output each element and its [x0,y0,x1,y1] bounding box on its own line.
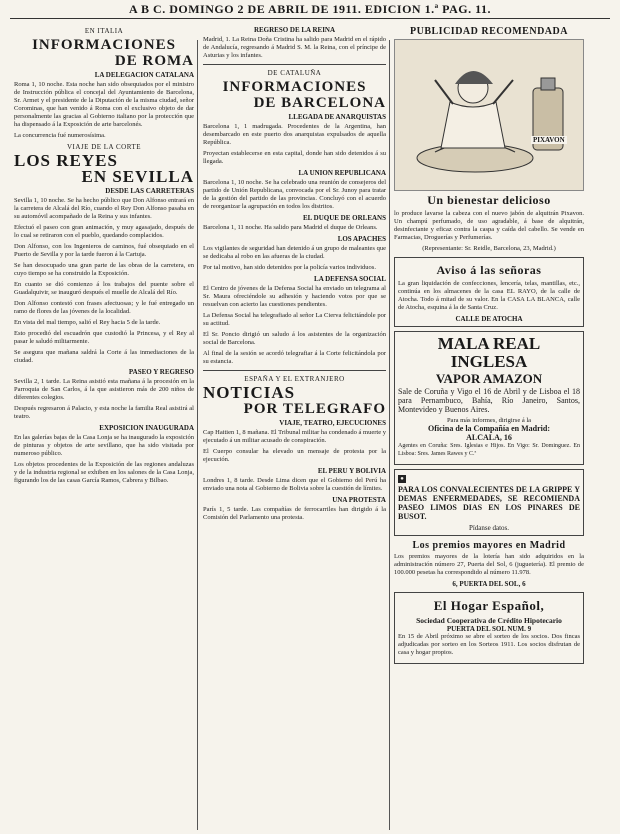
article-paragraph: Esto procedió del escuadrón que custodió la Princesa, y el Rey al pasar le saludó militarmente. [14,330,194,345]
subheading: DESDE LAS CARRETERAS [105,187,194,195]
section-label: DE CATALUÑA [267,69,322,77]
article-paragraph: En las galerías bajas de la Casa Lonja se ha inaugurado la exposición de pinturas y objetos de arte sevillano, que ha sido visitada por numeroso público. [14,434,194,457]
article-paragraph: Sevilla 2, 1 tarde. La Reina asistió esta mañana á la procesión en la Parroquia de San Carlos, á la que asistieron más de 200 niños de diferentes colegios. [14,378,194,401]
ad-office: Oficina de la Compañía en Madrid: [427,424,550,433]
ad-note: Pídanse datos. [468,524,510,532]
article-paragraph: En cuanto se dió comienzo á los trabajos del puente sobre el Guadalquivir, se inauguró después el muelle de Alcalá del Río. [14,281,194,296]
ad-headline: MALA REAL INGLESA [437,334,541,371]
ad-box-hogar [394,592,584,664]
subheading: PASEO Y REGRESO [128,368,194,376]
subheading: EXPOSICION INAUGURADA [99,424,194,432]
ad-subheading: Sociedad Cooperativa de Crédito Hipotecario [416,616,562,625]
column-divider [197,40,198,830]
article-paragraph: Los vigilantes de seguridad han detenido á un grupo de maleantes que se dedicaba al robo en las afueras de la ciudad. [203,245,386,260]
article-paragraph: El Sr. Poncio dirigió un saludo á los asistentes de la organización social de Barcelona. [203,331,386,346]
ad-street: ALCALA, 16 [466,433,512,442]
article-paragraph: Efectuó el paseo con gran animación, y muy agasajado, después de lo cual se retiraron con el pueblo, quedando complacidos. [14,224,194,239]
subheading: REGRESO DE LA REINA [253,26,336,34]
headline-barcelona-2: DE BARCELONA [253,95,386,111]
ad-headline: Aviso á las señoras [436,263,542,277]
headline-noticias-1: NOTICIAS [203,383,296,402]
ad-agents: Agentes en Coruña: Sres. Iglesias e Hijos. En Vigo: Sr. Dominguez. En Lisboa: Sres. James Rawes y C.ª [398,443,580,457]
headline-barcelona-1: INFORMACIONES [222,79,367,95]
ad-headline: El Hogar Español, [433,598,545,613]
article-paragraph: Proyectan establecerse en esta capital, donde han sido detenidos á su llegada. [203,150,386,165]
masthead: A B C. DOMINGO 2 DE ABRIL DE 1911. EDICION 1.ª PAG. 11. [129,2,491,16]
ad-agent: (Representante: Sr. Reidle, Barcelona, 23, Madrid.) [422,245,556,252]
ship-name: AMAZON [482,371,543,386]
divider [203,64,386,65]
article-paragraph: El Cuerpo consular ha elevado un mensaje de protesta por la ejecución. [203,448,386,463]
pixavon-brand: PIXAVON [533,136,565,144]
subheading: EL DUQUE DE ORLEANS [302,214,386,222]
headline-reyes-1: LOS REYES [14,151,118,170]
woman-washing-hair-icon [395,40,583,190]
article-paragraph: Roma 1, 10 noche. Esta noche han sido obsequiados por el ministro de Instrucción pública el concejal del Ayuntamiento de Barcelona, Sr. Armet y el presidente de la Diputación de la misma ciudad, señor Corominas, que han venido á Roma con el exclusivo objeto de dar personalmente las gracias al Gobierno italiano por la protección que ha dispensado á la Exposición de arte barcelonés. [14,81,194,128]
article-paragraph: Por tal motivo, han sido detenidos por la policía varios individuos. [203,264,376,271]
column-2 [203,24,386,525]
ad-box-mala-real [394,331,584,465]
headline-reyes-2: EN SEVILLA [81,167,194,186]
article-paragraph: Se han desocupado una gran parte de las obras de la carretera, en cuyo tiempo se ha construido la Exposición. [14,262,194,277]
subheading: VIAJE, TEATRO, EJECUCIONES [279,419,386,427]
ad-address: 6, PUERTA DEL SOL, 6 [452,580,526,588]
article-paragraph: En vista del mal tiempo, salió el Rey hacia 5 de la tarde. [14,319,161,326]
article-paragraph: Después regresaron á Palacio, y esta noche la familia Real asistirá al teatro. [14,405,194,420]
pixavon-ad-illustration [394,39,584,191]
subheading: UNA PROTESTA [332,496,386,504]
subheading: LA DELEGACION CATALANA [94,71,194,79]
column-1 [14,24,194,488]
article-paragraph: Madrid, 1. La Reina Doña Cristina ha salido para Madrid en el rápido de Andalucía, regresando á Madrid S. M. la Reina, con el príncipe de Asturias y los infantes. [203,36,386,59]
subheading: LLEGADA DE ANARQUISTAS [288,113,386,121]
section-label: ESPAÑA Y EL EXTRANJERO [244,375,345,383]
ad-box-convalecientes [394,469,584,536]
ad-headline: Un bienestar delicioso [427,193,551,207]
ad-body: lo produce lavarse la cabeza con el nuevo jabón de alquitrán Pixavon. Un champú perfumado, de uso agradable, á base de alquitrán, desinfectante y eficaz contra la caspa y caída del cabello. Se vende en Farmacias, Droguerías y Perfumerías. [394,210,584,241]
headline-roma-2: DE ROMA [114,53,194,69]
subheading: LOS APACHES [337,235,386,243]
ad-box-senoras [394,257,584,327]
article-paragraph: París 1, 5 tarde. Las compañías de ferrocarriles han dirigido á la Comisión del Parlamento una protesta. [203,506,386,521]
article-paragraph: Los objetos procedentes de la Exposición de las regiones andaluzas y de la industria regional se exhiben en los salones de la Casa Lonja, figurando los de las casas García Ramos, Cabrera y Bilbao. [14,461,194,484]
divider [203,370,386,371]
section-label: EN ITALIA [84,27,124,35]
article-paragraph: Al final de la sesión se acordó telegrafiar á la Corte felicitándola por su estancia. [203,350,386,365]
ad-address: CALLE DE ATOCHA [455,315,523,323]
column-3-ads [394,24,584,668]
article-paragraph: Barcelona 1, 1 madrugada. Procedentes de la Argentina, han desembarcado en este puerto dos anarquistas expulsados de aquella República. [203,123,386,146]
article-paragraph: Sevilla 1, 10 noche. Se ha hecho público que Don Alfonso entrará en la carretera de Alcalá del Río, cuando el Rey Don Alfonso pasaba en su automóvil acompañado de la Reina y sus infantes. [14,197,194,220]
column-divider [389,40,390,830]
article-paragraph: Don Alfonso, con los Ingenieros de caminos, fué obsequiado en el Puerto de Sevilla y por la tarde fueron á la Cartuja. [14,243,194,258]
bullet-icon: ● [398,475,406,483]
ad-body: En 15 de Abril próximo se abre el sorteo de los socios. Dos fincas adjudicadas por sorteo en los Sorteos 1911. Los socios disfrutan de casa y hogar propios. [398,633,580,656]
article-paragraph: Barcelona 1, 11 noche. Ha salido para Madrid el duque de Orleans. [203,224,378,231]
ad-body: La gran liquidación de confecciones, lencería, telas, mantillas, etc., continúa en los almacenes de la casa EL RAYO, de la calle de Atocha. Todo á mitad de su valor. En la CASA LA BLANCA, calle de Atocha, esquina á la de Santa Cruz. [398,280,580,311]
article-paragraph: La Defensa Social ha telegrafiado al señor La Cierva felicitándole por su actitud. [203,312,386,327]
article-paragraph: Se asegura que mañana saldrá la Corte á las inmediaciones de la ciudad. [14,349,194,364]
ad-info: Para más informes, dirigirse á la [446,417,532,424]
headline-noticias-2: POR TELEGRAFO [243,401,386,417]
article-paragraph: Londres 1, 8 tarde. Desde Lima dicen que el Gobierno del Perú ha enviado una nota al Gobierno de Bolivia sobre la cuestión de límites. [203,477,386,492]
ad-body: PARA LOS CONVALECIENTES DE LA GRIPPE Y DEMAS ENFERMEDADES, SE RECOMIENDA PASEO LIMOS DIAS EN LOS PINARES DE BUSOT. [398,485,580,521]
article-paragraph: Cap Haitien 1, 8 mañana. El Tribunal militar ha condenado á muerte y ejecutado á un militar acusado de conspiración. [203,429,386,444]
article-paragraph: El Centro de jóvenes de la Defensa Social ha enviado un telegrama al Sr. Maura ofreciéndole su adhesión y haciendo votos por que se resuelvan con acierto las cuestiones pendientes. [203,285,386,308]
subheading: EL PERU Y BOLIVIA [317,467,386,475]
ship-label: VAPOR [435,371,481,386]
headline-roma-1: INFORMACIONES [32,37,176,53]
subheading: LA UNION REPUBLICANA [298,169,386,177]
ad-address: PUERTA DEL SOL NUM. 9 [446,625,532,633]
ad-body: Los premios mayores de la lotería han sido adquiridos en la administración número 27, Puerta del Sol, 6 (juguetería). El premio de 100.000 pesetas ha correspondido al número 11.978. [394,553,584,576]
section-label: VIAJE DE LA CORTE [67,143,141,151]
subheading: LA DEFENSA SOCIAL [314,275,386,283]
masthead-rule [10,18,610,19]
article-paragraph: Don Alfonso contestó con frases afectuosas; y le fué entregado un ramo de flores de las jóvenes de la localidad. [14,300,194,315]
ad-body: Sale de Coruña y Vigo el 16 de Abril y de Lisboa el 18 para Pernambuco, Bahía, Río Janeiro, Santos, Montevideo y Buenos Aires. [398,387,580,414]
ad-section-title: PUBLICIDAD RECOMENDADA [410,26,568,37]
article-paragraph: La concurrencia fué numerosísima. [14,132,106,139]
article-paragraph: Barcelona 1, 10 noche. Se ha celebrado una reunión de consejeros del partido de Unión Republicana, convocada por el Sr. Junoy para tratar de la gestión del partido de las provincias. Concluyó con el acuerdo de reorganizar la agrupación en todos los distritos. [203,179,386,210]
ad-headline: Los premios mayores en Madrid [412,540,566,551]
